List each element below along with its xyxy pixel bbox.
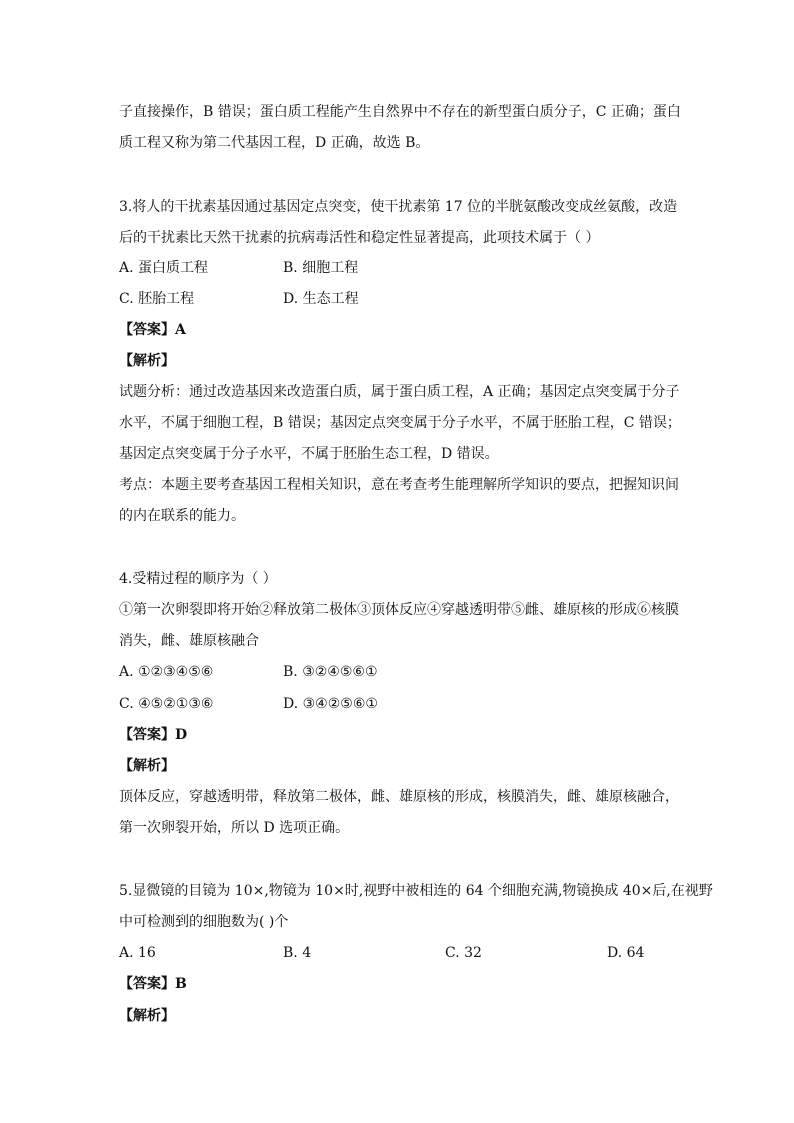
- answer: 【答案】B: [119, 976, 187, 992]
- option-b: B. 细胞工程: [283, 260, 359, 276]
- option-c: C. 胚胎工程: [119, 291, 195, 307]
- question-5-stem: 5.显微镜的目镜为 10×,物镜为 10×时,视野中被相连的 64 个细胞充满,物镜换成 40×后,在视野: [119, 883, 713, 899]
- question-4-stem: 消失，雌、雄原核融合: [119, 633, 259, 649]
- option-a: A. 16: [119, 945, 156, 961]
- option-d: D. ③④②⑤⑥①: [283, 696, 378, 712]
- question-5-stem: 中可检测到的细胞数为( )个: [119, 914, 289, 930]
- analysis-line: 试题分析：通过改造基因来改造蛋白质，属于蛋白质工程，A 正确；基因定点突变属于分子: [119, 384, 680, 400]
- option-c: C. 32: [445, 945, 482, 961]
- option-d: D. 生态工程: [283, 291, 359, 307]
- answer: 【答案】D: [119, 727, 188, 743]
- question-4-stem: ①第一次卵裂即将开始②释放第二极体③顶体反应④穿越透明带⑤雌、雄原核的形成⑥核膜: [119, 602, 679, 618]
- option-a: A. 蛋白质工程: [119, 260, 209, 276]
- answer: 【答案】A: [119, 322, 186, 338]
- analysis-line: 第一次卵裂开始，所以 D 选项正确。: [119, 820, 350, 836]
- option-d: D. 64: [607, 945, 645, 961]
- analysis-label: 【解析】: [119, 1008, 175, 1024]
- question-3-stem: 后的干扰素比天然干扰素的抗病毒活性和稳定性显著提高，此项技术属于（ ）: [119, 230, 600, 246]
- analysis-label: 【解析】: [119, 353, 175, 369]
- analysis-line: 考点：本题主要考查基因工程相关知识，意在考查考生能理解所学知识的要点，把握知识间: [119, 477, 679, 493]
- analysis-label: 【解析】: [119, 758, 175, 774]
- option-b: B. 4: [283, 945, 312, 961]
- analysis-line: 的内在联系的能力。: [119, 508, 245, 524]
- option-b: B. ③②④⑤⑥①: [283, 664, 378, 680]
- analysis-line: 子直接操作，B 错误；蛋白质工程能产生自然界中不存在的新型蛋白质分子，C 正确；蛋白: [119, 104, 681, 120]
- analysis-line: 基因定点突变属于分子水平，不属于胚胎生态工程，D 错误。: [119, 446, 499, 462]
- option-c: C. ④⑤②①③⑥: [119, 696, 214, 712]
- question-4-stem: 4.受精过程的顺序为（ ）: [119, 571, 277, 587]
- analysis-line: 质工程又称为第二代基因工程，D 正确，故选 B。: [119, 135, 430, 151]
- analysis-line: 水平，不属于细胞工程，B 错误；基因定点突变属于分子水平，不属于胚胎工程，C 错误；: [119, 415, 681, 431]
- option-a: A. ①②③④⑤⑥: [119, 664, 214, 680]
- question-3-stem: 3.将人的干扰素基因通过基因定点突变，使干扰素第 17 位的半胱氨酸改变成丝氨酸，改造: [119, 199, 678, 215]
- analysis-line: 顶体反应，穿越透明带，释放第二极体，雌、雄原核的形成，核膜消失，雌、雄原核融合，: [119, 789, 679, 805]
